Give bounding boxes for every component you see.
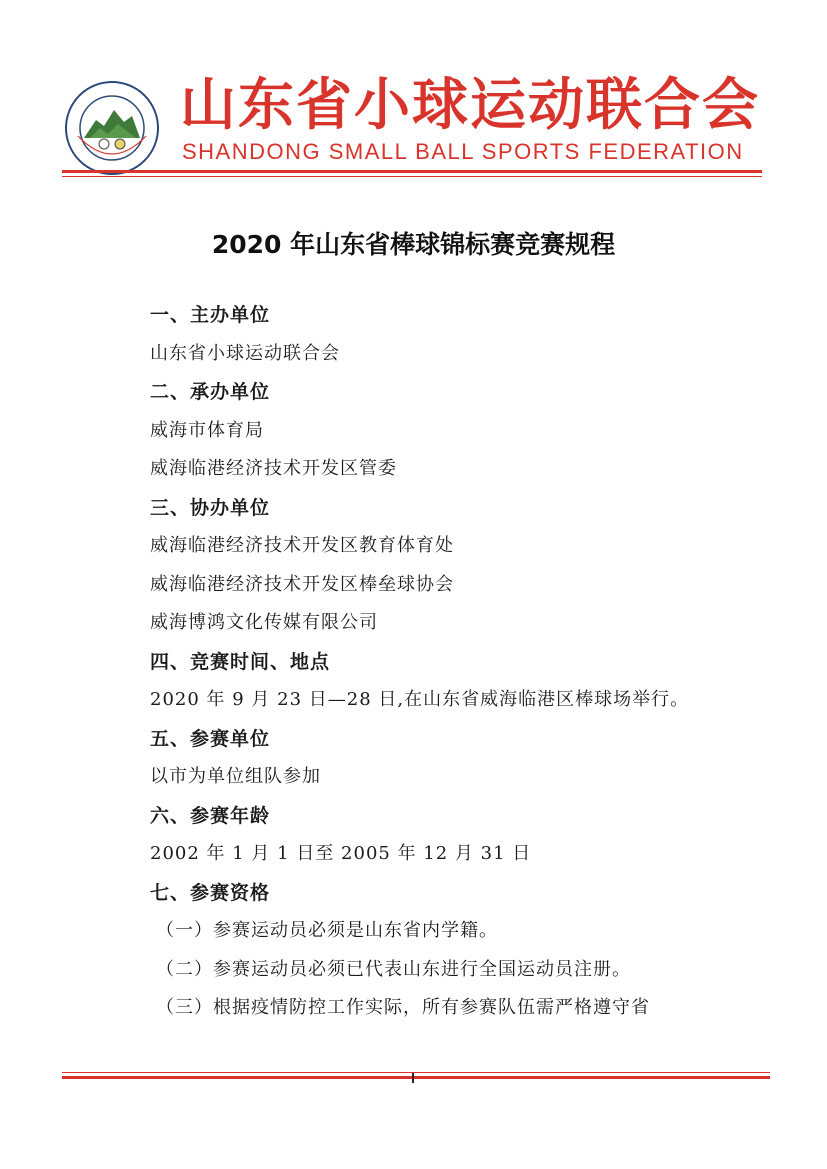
organizer-line: 山东省小球运动联合会	[150, 342, 340, 364]
co-organizer-line: 威海临港经济技术开发区教育体育处	[150, 535, 454, 556]
header-rule-thick	[62, 170, 762, 173]
footer-rule-thick	[62, 1076, 770, 1079]
eligibility-line: （一）参赛运动员必须是山东省内学籍。	[156, 920, 498, 941]
page-marker	[412, 1073, 414, 1083]
age-line: 2002 年 1 月 1 日至 2005 年 12 月 31 日	[150, 843, 532, 864]
host-line: 威海临港经济技术开发区管委	[150, 458, 397, 479]
eligibility-line: （三）根据疫情防控工作实际，所有参赛队伍需严格遵守省	[156, 997, 650, 1018]
co-organizer-line: 威海临港经济技术开发区棒垒球协会	[150, 573, 454, 595]
section-heading-co-organizer: 三、协办单位	[150, 496, 271, 519]
org-name-en: SHANDONG SMALL BALL SPORTS FEDERATION	[182, 139, 744, 164]
document-title: 2020 年山东省棒球锦标赛竞赛规程	[211, 230, 616, 259]
org-name-cn: 山东省小球运动联合会	[180, 72, 760, 138]
eligibility-line: （二）参赛运动员必须已代表山东进行全国运动员注册。	[156, 958, 631, 980]
section-heading-time-place: 四、竞赛时间、地点	[150, 650, 331, 673]
section-heading-participants: 五、参赛单位	[150, 727, 271, 750]
section-heading-organizer: 一、主办单位	[150, 304, 271, 326]
time-place-line: 2020 年 9 月 23 日—28 日,在山东省威海临港区棒球场举行。	[150, 689, 690, 710]
section-heading-age: 六、参赛年龄	[150, 804, 271, 827]
section-heading-host: 二、承办单位	[150, 381, 271, 403]
section-heading-eligibility: 七、参赛资格	[150, 881, 271, 904]
participants-line: 以市为单位组队参加	[150, 766, 321, 787]
header-rule-thin	[62, 176, 762, 177]
footer-rule-thin	[62, 1072, 770, 1073]
federation-logo	[64, 80, 160, 176]
host-line: 威海市体育局	[150, 419, 264, 441]
document-body	[150, 296, 770, 1028]
co-organizer-line: 威海博鸿文化传媒有限公司	[150, 612, 378, 633]
